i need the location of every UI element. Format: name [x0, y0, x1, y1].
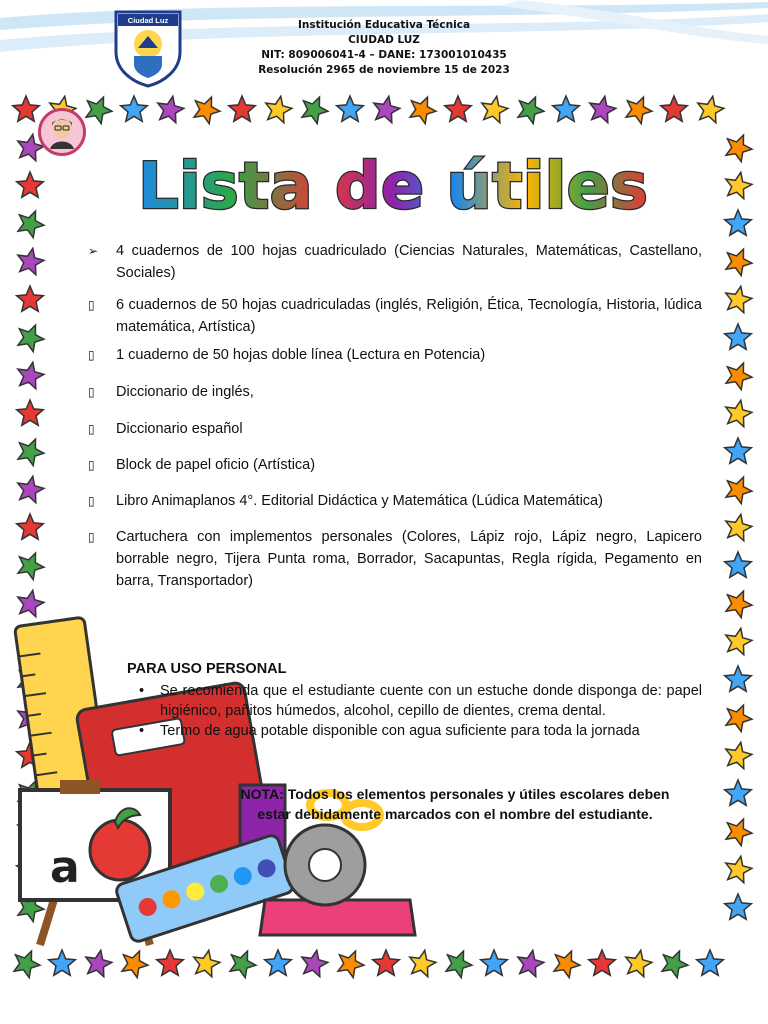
star-icon: [121, 96, 148, 121]
star-icon: [17, 400, 44, 425]
school-supplies-illustration: [10, 600, 430, 950]
star-icon: [726, 249, 752, 276]
star-icon: [726, 400, 752, 426]
list-item: ▯ Libro Animaplanos 4°. Editorial Didáctica y Matemática (Lúdica Matemática): [88, 490, 702, 512]
crest-label: Ciudad Luz: [127, 16, 169, 25]
list-item: ▯ Block de papel oficio (Artística): [88, 454, 702, 476]
star-icon: [725, 780, 752, 805]
star-icon: [18, 325, 44, 352]
star-icon: [337, 96, 364, 121]
star-icon: [726, 856, 752, 882]
star-icon: [13, 96, 40, 121]
star-icon: [726, 172, 752, 198]
star-icon: [18, 211, 44, 238]
star-icon: [302, 97, 328, 124]
star-icon: [14, 951, 40, 978]
star-icon: [410, 97, 436, 124]
star-icon: [697, 950, 724, 975]
star-icon: [265, 950, 292, 975]
star-icon: [18, 553, 44, 580]
star-icon: [726, 514, 752, 540]
star-icon: [726, 477, 752, 504]
list-item: ▯ 1 cuaderno de 50 hojas doble línea (Lectura en Potencia): [88, 344, 702, 366]
star-icon: [374, 96, 400, 122]
star-icon: [18, 248, 44, 274]
box-bullet-icon: ▯: [88, 530, 95, 544]
supplies-list: [88, 240, 702, 592]
list-item: ▯ Diccionario español: [88, 418, 702, 440]
star-icon: [17, 514, 44, 539]
star-icon: [553, 96, 580, 121]
star-icon: [229, 96, 256, 121]
star-icon: [86, 97, 112, 124]
dot-bullet-icon: •: [139, 723, 145, 739]
star-icon: [230, 951, 256, 978]
star-icon: [698, 96, 724, 122]
star-icon: [726, 591, 752, 618]
star-icon: [86, 950, 112, 976]
institution-resolution: Resolución 2965 de noviembre 15 de 2023: [258, 64, 510, 76]
star-icon: [410, 950, 436, 976]
star-icon: [626, 950, 652, 976]
star-icon: [726, 628, 752, 654]
star-icon: [122, 951, 148, 978]
star-icon: [590, 96, 616, 122]
star-icon: [49, 950, 76, 975]
star-icon: [446, 951, 472, 978]
star-icon: [18, 439, 44, 466]
document-header: [0, 0, 768, 92]
star-icon: [725, 438, 752, 463]
page-title: [128, 140, 658, 230]
arrow-bullet-icon: ➢: [88, 244, 99, 258]
list-item: ▯ 6 cuadernos de 50 hojas cuadriculadas (inglés, Religión, Ética, Tecnología, Historia, lúdica matemática, Artística): [88, 294, 702, 338]
institution-name: CIUDAD LUZ: [348, 34, 420, 46]
box-bullet-icon: ▯: [88, 348, 95, 362]
school-crest-logo: [112, 8, 184, 88]
dot-bullet-icon: •: [139, 683, 145, 699]
list-item: ▯ Cartuchera con implementos personales (Colores, Lápiz rojo, Lápiz negro, Lapicero borrable negro, Tijera Punta roma, Borrador, Sacapuntas, Regla rígida, Pegamento en barra, Transportador): [88, 526, 702, 592]
note-text: NOTA: Todos los elementos personales y útiles escolares deben estar debidamente marcados con el nombre del estudiante.: [240, 786, 670, 822]
star-icon: [725, 210, 752, 235]
star-icon: [158, 96, 184, 122]
star-icon: [17, 172, 44, 197]
star-icon: [518, 950, 544, 976]
star-icon: [725, 324, 752, 349]
star-icon: [661, 96, 688, 121]
star-icon: [726, 742, 752, 768]
star-icon: [445, 96, 472, 121]
box-bullet-icon: ▯: [88, 298, 95, 312]
star-icon: [726, 363, 752, 390]
star-icon: [18, 476, 44, 502]
star-icon: [726, 286, 752, 312]
star-icon: [18, 362, 44, 388]
teacher-avatar: [38, 108, 86, 156]
star-icon: [726, 705, 752, 732]
star-icon: [518, 97, 544, 124]
star-icon: [194, 950, 220, 976]
star-icon: [554, 951, 580, 978]
star-icon: [626, 97, 652, 124]
star-icon: [266, 96, 292, 122]
star-icon: [194, 97, 220, 124]
star-icon: [338, 951, 364, 978]
star-icon: [373, 950, 400, 975]
box-bullet-icon: ▯: [88, 422, 95, 436]
list-item: ▯ Diccionario de inglés,: [88, 381, 702, 403]
list-item: • Se recomienda que el estudiante cuente con un estuche donde disponga de: papel higiénico, pañitos húmedos, alcohol, cepillo de dientes, crema dental.: [139, 683, 702, 719]
star-icon: [725, 552, 752, 577]
box-bullet-icon: ▯: [88, 458, 95, 472]
box-bullet-icon: ▯: [88, 494, 95, 508]
star-icon: [302, 950, 328, 976]
institution-ids: NIT: 809006041-4 – DANE: 173001010435: [261, 49, 507, 61]
star-icon: [726, 819, 752, 846]
easel-letter: a: [50, 842, 80, 893]
star-icon: [662, 951, 688, 978]
star-icon: [589, 950, 616, 975]
star-icon: [725, 894, 752, 919]
star-icon: [725, 666, 752, 691]
list-item: • Termo de agua potable disponible con agua suficiente para toda la jornada: [139, 723, 640, 739]
star-icon: [482, 96, 508, 122]
personal-use-heading: PARA USO PERSONAL: [127, 661, 287, 677]
star-icon: [17, 286, 44, 311]
box-bullet-icon: ▯: [88, 385, 95, 399]
list-item: ➢ 4 cuadernos de 100 hojas cuadriculado (Ciencias Naturales, Matemáticas, Castellano, Sociales): [88, 240, 702, 284]
institution-type: Institución Educativa Técnica: [297, 19, 471, 31]
personal-use-list: [135, 681, 702, 741]
star-icon: [157, 950, 184, 975]
star-icon: [481, 950, 508, 975]
title-text: Lista de útiles: [138, 150, 648, 224]
star-icon: [726, 135, 752, 162]
